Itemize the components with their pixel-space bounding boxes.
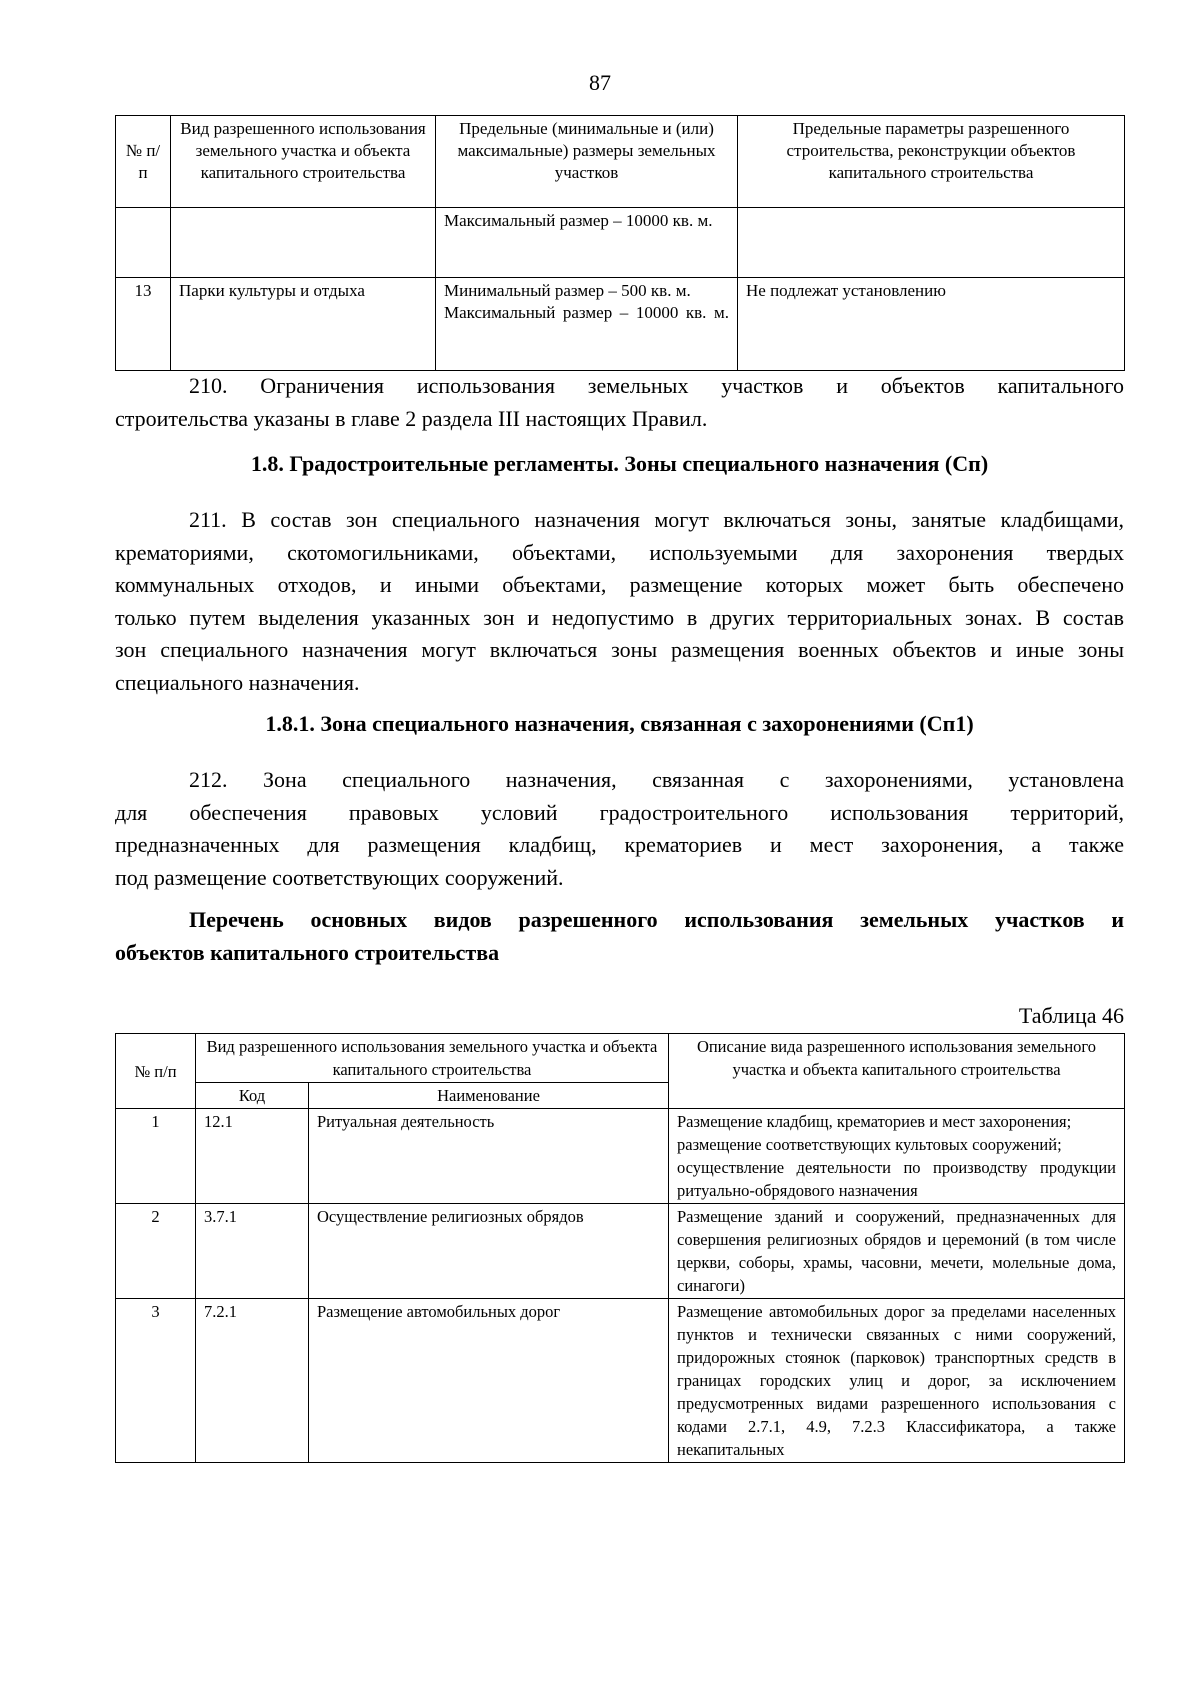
section-heading-1-8-1: 1.8.1. Зона специального назначения, связанная с захоронениями (Сп1) bbox=[265, 711, 974, 736]
header-plot-size: Предельные (минимальные и (или) максимальные) размеры земельных участков bbox=[436, 116, 738, 208]
table-row bbox=[116, 208, 1125, 278]
header-build-params: Предельные параметры разрешенного строительства, реконструкции объектов капитального строительства bbox=[738, 116, 1125, 208]
row-code: 3.7.1 bbox=[196, 1204, 309, 1299]
plot-size-cell: Максимальный размер – 10000 кв. м. bbox=[436, 208, 738, 278]
list-heading: Перечень основных видов разрешенного использования земельных участков и объектов капитального строительства bbox=[115, 907, 1124, 965]
paragraph-210: 210. Ограничения использования земельных участков и объектов капитального строительства указаны в главе 2 раздела III настоящих Правил. bbox=[115, 373, 1124, 431]
header-num: № п/п bbox=[116, 116, 171, 208]
row-name: Размещение автомобильных дорог bbox=[309, 1299, 669, 1463]
row-description: Размещение кладбищ, крематориев и мест захоронения; размещение соответствующих культовых сооружений; осуществление деятельности по производству продукции ритуально-обрядового назначения bbox=[669, 1109, 1125, 1204]
table-caption: Таблица 46 bbox=[1018, 1003, 1124, 1028]
header-description: Описание вида разрешенного использования земельного участка и объекта капитального строительства bbox=[669, 1034, 1125, 1109]
row-num: 3 bbox=[116, 1299, 196, 1463]
row-name: Осуществление религиозных обрядов bbox=[309, 1204, 669, 1299]
row-num: 13 bbox=[116, 278, 171, 371]
paragraph-211: 211. В состав зон специального назначения могут включаться зоны, занятые кладбищами, крематориями, скотомогильниками, объектами, используемыми для захоронения твердых коммунальных отходов, и иными объектами, размещение которых может быть обеспечено только путем выделения указанных зон и недопустимо в других территориальных зонах. В состав зон специального назначения могут включаться зоны размещения военных объектов и иные зоны специального назначения. bbox=[115, 507, 1124, 695]
table-row bbox=[116, 1204, 1125, 1299]
row-num: 2 bbox=[116, 1204, 196, 1299]
row-name: Ритуальная деятельность bbox=[309, 1109, 669, 1204]
row-code: 12.1 bbox=[196, 1109, 309, 1204]
size-max: Максимальный размер – 10000 кв. м. bbox=[444, 303, 729, 322]
table-row bbox=[116, 1109, 1125, 1204]
usage-name: Парки культуры и отдыха bbox=[171, 278, 436, 371]
plot-size-cell bbox=[436, 278, 738, 371]
zone-parameters-table bbox=[115, 115, 1125, 371]
header-num: № п/п bbox=[116, 1034, 196, 1109]
page-number: 87 bbox=[589, 70, 611, 95]
paragraph-212: 212. Зона специального назначения, связанная с захоронениями, установлена для обеспечения правовых условий градостроительного использования территорий, предназначенных для размещения кладбищ, крематориев и мест захоронения, а также под размещение соответствующих сооружений. bbox=[115, 767, 1124, 890]
header-usage-type: Вид разрешенного использования земельного участка и объекта капитального строительства bbox=[196, 1034, 669, 1083]
header-usage-type: Вид разрешенного использования земельного участка и объекта капитального строительства bbox=[171, 116, 436, 208]
row-code: 7.2.1 bbox=[196, 1299, 309, 1463]
header-code: Код bbox=[196, 1083, 309, 1109]
table-row bbox=[116, 1299, 1125, 1463]
table-row bbox=[116, 278, 1125, 371]
row-description: Размещение автомобильных дорог за пределами населенных пунктов и технически связанных с ними сооружений, придорожных стоянок (парковок) транспортных средств в границах городских улиц и дорог, за исключением предусмотренных видами разрешенного использования с кодами 2.7.1, 4.9, 7.2.3 Классификатора, а также некапитальных bbox=[669, 1299, 1125, 1463]
usage-types-table bbox=[115, 1033, 1125, 1463]
row-num: 1 bbox=[116, 1109, 196, 1204]
size-min: Минимальный размер – 500 кв. м. bbox=[444, 281, 691, 300]
section-heading-1-8: 1.8. Градостроительные регламенты. Зоны специального назначения (Сп) bbox=[250, 451, 989, 476]
table-header-row bbox=[116, 116, 1125, 208]
row-description: Размещение зданий и сооружений, предназначенных для совершения религиозных обрядов и церемоний (в том числе церкви, соборы, храмы, часовни, мечети, молельные дома, синагоги) bbox=[669, 1204, 1125, 1299]
table-header-row bbox=[116, 1034, 1125, 1083]
build-params: Не подлежат установлению bbox=[738, 278, 1125, 371]
header-name: Наименование bbox=[309, 1083, 669, 1109]
